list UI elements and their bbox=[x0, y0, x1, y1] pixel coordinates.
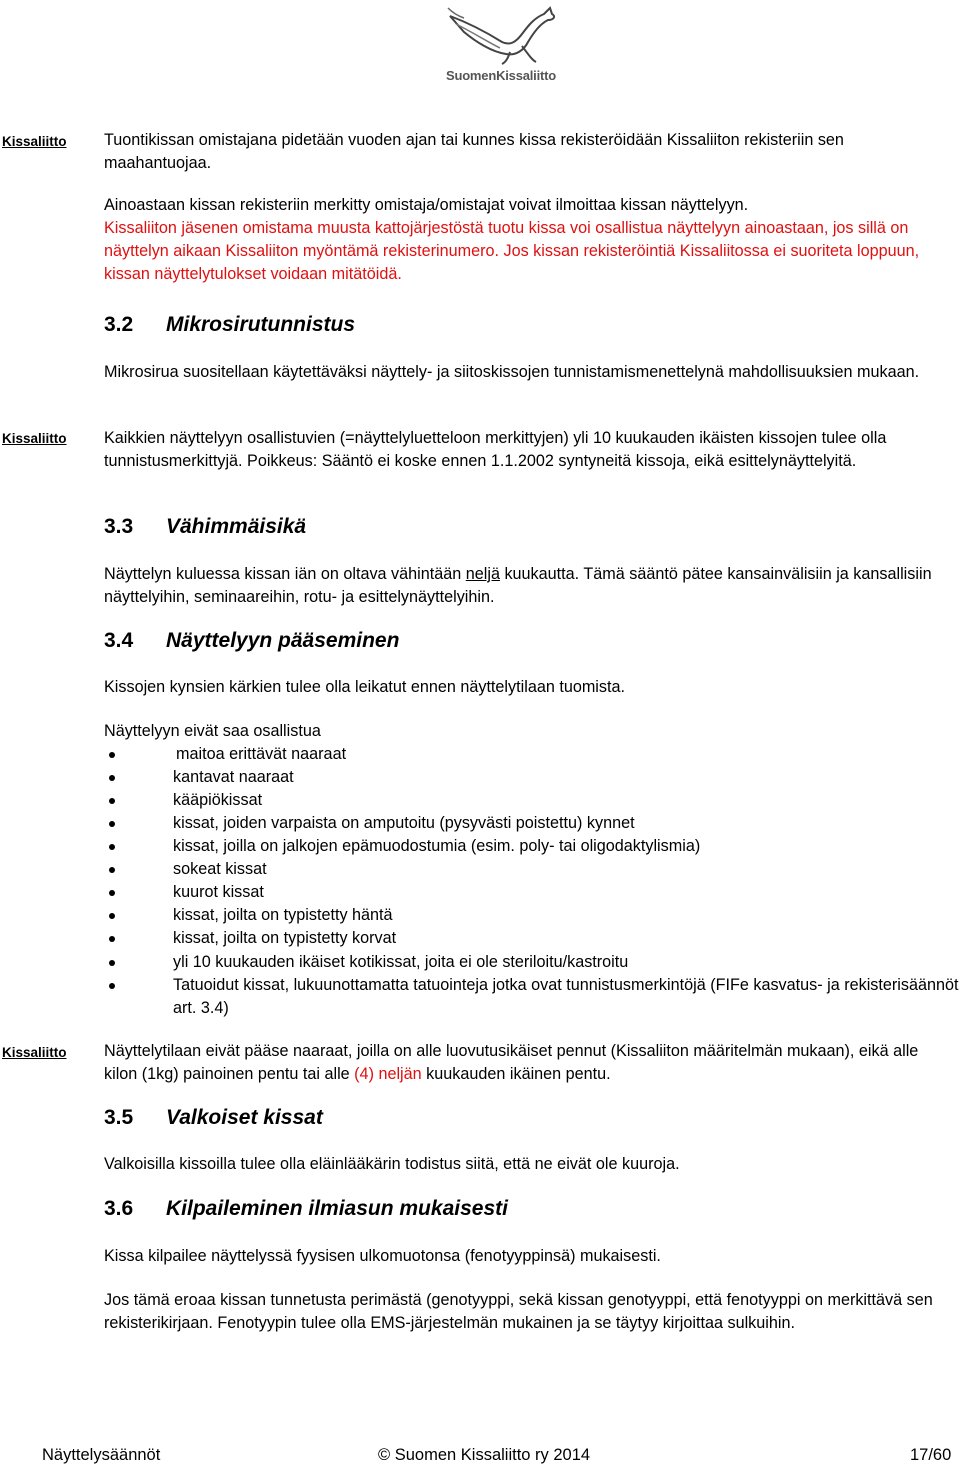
section-title: Kilpaileminen ilmiasun mukaisesti bbox=[166, 1197, 508, 1220]
list-item-text: Tatuoidut kissat, lukuunottamatta tatuointeja jotka ovat tunnistusmerkintöjä (FIFe kasvatus- ja rekisterisäännöt art. 3.4) bbox=[173, 976, 959, 1017]
bullet-icon bbox=[109, 867, 115, 873]
list-item-text: maitoa erittävät naaraat bbox=[176, 745, 347, 763]
kissaliitto-logo bbox=[436, 2, 566, 90]
bullet-icon bbox=[109, 983, 115, 989]
section-number: 3.2 bbox=[104, 313, 134, 336]
section-title: Näyttelyyn pääseminen bbox=[166, 629, 400, 652]
nursing-queens-text: Näyttelytilaan eivät pääse naaraat, joilla on alle luovutusikäiset pennut (Kissaliiton määritelmän mukaan), eikä alle kilon (1kg) painoinen pentu tai alle bbox=[104, 1042, 919, 1083]
phenotype-paragraph: Kissa kilpailee näyttelyssä fyysisen ulkomuotonsa (fenotyyppinsä) mukaisesti. bbox=[104, 1247, 661, 1265]
bullet-icon bbox=[109, 775, 115, 781]
bullet-icon bbox=[109, 752, 115, 758]
leaping-cat-logo-icon bbox=[436, 2, 566, 66]
footer-copyright: © Suomen Kissaliitto ry 2014 bbox=[378, 1446, 591, 1464]
list-item-text: kissat, joilta on typistetty häntä bbox=[173, 906, 393, 924]
section-number: 3.6 bbox=[104, 1197, 134, 1220]
section-number: 3.4 bbox=[104, 629, 134, 652]
list-item-text: kantavat naaraat bbox=[173, 768, 294, 786]
section-title: Mikrosirutunnistus bbox=[166, 313, 356, 336]
section-heading-3-3 bbox=[104, 515, 306, 539]
bullet-icon bbox=[109, 960, 115, 966]
list-item-text: kääpiökissat bbox=[173, 791, 263, 809]
list-item-text: sokeat kissat bbox=[173, 860, 267, 878]
microchip-recommendation: Mikrosirua suositellaan käytettäväksi näyttely- ja siitoskissojen tunnistamismenettelynä mahdollisuuksien mukaan. bbox=[104, 363, 920, 381]
minimum-age-paragraph bbox=[104, 563, 954, 609]
microchip-requirement bbox=[104, 427, 954, 473]
microchip-requirement-text: Kaikkien näyttelyyn osallistuvien (=näyttelyluetteloon merkittyjen) yli 10 kuukauden ikäisten kissojen tulee olla tunnistusmerkittyjä. Poikkeus: Sääntö ei koske ennen 1.1.2002 syntyneitä kissoja bbox=[104, 429, 887, 470]
list-item-text: kuurot kissat bbox=[173, 883, 264, 901]
microchip-requirement-tail: eikä esittelynäyttelyitä. bbox=[689, 452, 857, 470]
side-label-kissaliitto: Kissaliitto bbox=[2, 431, 67, 446]
bullet-icon bbox=[109, 936, 115, 942]
section-heading-3-6 bbox=[104, 1197, 508, 1221]
nursing-queens-tail: kuukauden ikäinen pentu. bbox=[421, 1065, 611, 1083]
underlined-comma: , bbox=[685, 452, 690, 470]
intro-paragraph-2b: Kissaliiton jäsenen omistama muusta kattojärjestöstä tuotu kissa voi osallistua näyttelyyn ainoastaan, jos sillä on näyttelyn aikaan Kissaliiton myöntämä rekisterinumero. Jos kissan rekisteröintiä Kissaliitossa ei suoriteta loppuun, kissan näyttelytulokset voidaan mitätöidä. bbox=[104, 219, 920, 283]
white-cats-paragraph: Valkoisilla kissoilla tulee olla eläinlääkärin todistus siitä, että ne eivät ole kuuroja. bbox=[104, 1155, 680, 1173]
side-label-kissaliitto: Kissaliitto bbox=[2, 1045, 67, 1060]
intro-paragraph-1: Tuontikissan omistajana pidetään vuoden ajan tai kunnes kissa rekisteröidään Kissaliiton rekisteriin sen maahantuojaa. bbox=[104, 131, 844, 172]
minimum-age-tail: kuukautta. Tämä sääntö pätee kansainvälisiin ja kansallisiin näyttelyihin, seminaareihin, rotu- ja esittelynäyttelyihin. bbox=[104, 565, 932, 606]
side-label-kissaliitto: Kissaliitto bbox=[2, 134, 67, 149]
section-heading-3-4 bbox=[104, 629, 399, 653]
bullet-icon bbox=[109, 913, 115, 919]
bullet-icon bbox=[109, 844, 115, 850]
bullet-icon bbox=[109, 890, 115, 896]
section-number: 3.5 bbox=[104, 1106, 134, 1129]
section-number: 3.3 bbox=[104, 515, 134, 538]
section-title: Valkoiset kissat bbox=[166, 1106, 323, 1129]
minimum-age-text: Näyttelyn kuluessa kissan iän on oltava vähintään bbox=[104, 565, 466, 583]
list-item-text: kissat, joilla on jalkojen epämuodostumia (esim. poly- tai oligodaktylismia) bbox=[173, 837, 701, 855]
list-item-text: kissat, joilta on typistetty korvat bbox=[173, 929, 397, 947]
underlined-neljä: neljä bbox=[465, 565, 500, 583]
list-item-text: yli 10 kuukauden ikäiset kotikissat, joita ei ole steriloitu/kastroitu bbox=[173, 953, 629, 971]
nursing-queens-paragraph bbox=[104, 1040, 954, 1086]
logo-text: SuomenKissaliitto bbox=[445, 68, 556, 83]
section-heading-3-5 bbox=[104, 1106, 323, 1130]
genotype-paragraph: Jos tämä eroaa kissan tunnetusta perimästä (genotyyppi, sekä kissan genotyyppi, että fenotyyppi on merkittävä sen rekisterikirjaan. Fenotyypin tulee olla EMS-järjestelmän mukainen ja se täytyy kirjoittaa sulkuihin. bbox=[104, 1291, 933, 1332]
list-item-text: kissat, joiden varpaista on amputoitu (pysyvästi poistettu) kynnet bbox=[173, 814, 635, 832]
intro-paragraph-2a: Ainoastaan kissan rekisteriin merkitty omistaja/omistajat voivat ilmoittaa kissan näyttelyyn. bbox=[104, 196, 749, 214]
section-title: Vähimmäisikä bbox=[166, 515, 307, 538]
section-heading-3-2 bbox=[104, 313, 355, 337]
bullet-icon bbox=[109, 821, 115, 827]
claws-paragraph: Kissojen kynsien kärkien tulee olla leikatut ennen näyttelytilaan tuomista. bbox=[104, 678, 625, 696]
footer-page-number: 17/60 bbox=[910, 1446, 952, 1464]
footer-document-title: Näyttelysäännöt bbox=[42, 1446, 161, 1464]
red-highlight-text: (4) neljän bbox=[354, 1065, 422, 1083]
exclusion-intro: Näyttelyyn eivät saa osallistua bbox=[104, 722, 321, 740]
bullet-icon bbox=[109, 798, 115, 804]
